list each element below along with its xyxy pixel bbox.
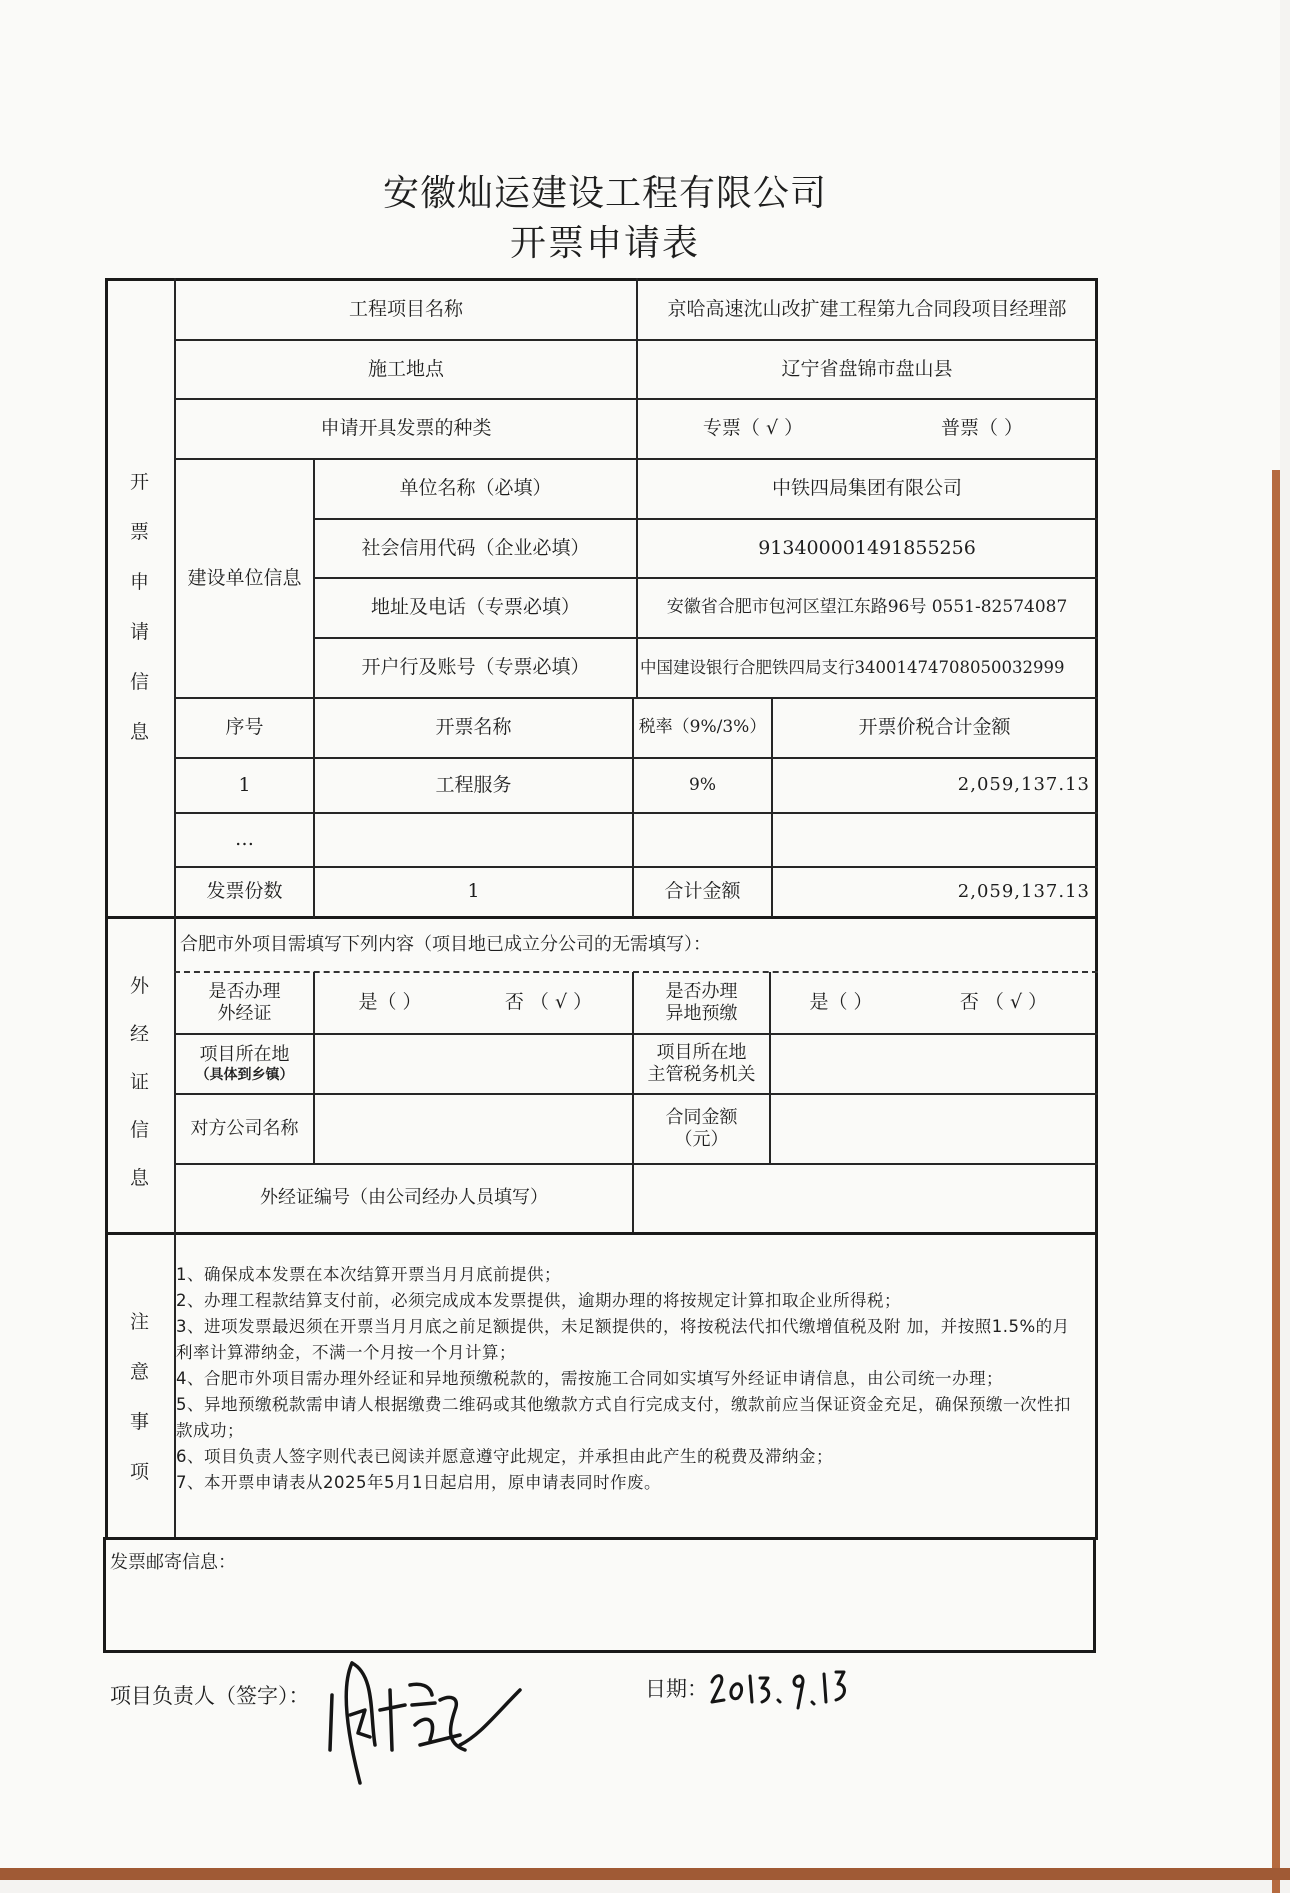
col-header-name: 开票名称	[435, 716, 512, 739]
side-char: 票	[129, 520, 149, 543]
side-char: 信	[129, 1118, 149, 1141]
signature-image	[320, 1655, 530, 1785]
section-divider	[105, 1232, 1098, 1235]
project-name-label: 工程项目名称	[348, 297, 463, 320]
side-char: 事	[129, 1410, 149, 1433]
prepay-no-option[interactable]: 否 （ √ ）	[959, 991, 1048, 1014]
col-header-rate: 税率（9%/3%）	[638, 717, 767, 738]
permit-number-input[interactable]	[634, 1165, 1096, 1232]
note-item: 2、办理工程款结算支付前，必须完成成本发票提供，逾期办理的将按规定计算扣取企业所得税；	[176, 1291, 901, 1310]
permit-yes-option[interactable]: 是（ ）	[358, 991, 422, 1014]
counterparty-label: 对方公司名称	[190, 1117, 299, 1139]
note-item: 1、确保成本发票在本次结算开票当月月底前提供；	[176, 1265, 561, 1284]
item-amount-empty[interactable]	[773, 814, 1096, 866]
item-name[interactable]: 工程服务	[435, 773, 512, 796]
note-item: 4、合肥市外项目需办理外经证和异地预缴税款的，需按施工合同如实填写外经证申请信息，由公司统一办理；	[176, 1369, 1003, 1388]
special-invoice-option[interactable]: 专票（ √ ）	[702, 417, 804, 440]
project-name-value[interactable]: 京哈高速沈山改扩建工程第九合同段项目经理部	[667, 297, 1067, 320]
mailing-box[interactable]	[103, 1537, 1096, 1653]
side-char: 外	[129, 974, 149, 997]
desk-edge	[1272, 470, 1280, 1893]
date-label: 日期：	[645, 1677, 708, 1701]
side-char: 证	[129, 1070, 149, 1093]
form-title: 开票申请表	[509, 223, 700, 264]
invoice-count-label: 发票份数	[206, 880, 283, 903]
section-label-invoice	[105, 455, 174, 755]
builder-info-label: 建设单位信息	[187, 566, 302, 589]
section-label-external	[105, 960, 174, 1200]
address-phone-value[interactable]: 安徽省合肥市包河区望江东路96号 0551-82574087	[666, 597, 1068, 618]
contract-amount-input[interactable]	[771, 1095, 1096, 1163]
tax-office-label: 项目所在地 主管税务机关	[647, 1041, 756, 1085]
builder-name-value[interactable]: 中铁四局集团有限公司	[771, 477, 962, 500]
side-char: 息	[129, 1166, 149, 1189]
builder-field-label: 单位名称（必填）	[399, 477, 552, 500]
project-location-sub: （具体到乡镇）	[195, 1066, 294, 1083]
note-item: 6、项目负责人签字则代表已阅读并愿意遵守此规定，并承担由此产生的税费及滞纳金；	[176, 1447, 833, 1466]
notes-list	[176, 1262, 1086, 1496]
prepay-yes-option[interactable]: 是（ ）	[809, 991, 873, 1014]
note-item: 3、进项发票最迟须在开票当月月底之前足额提供，未足额提供的，将按税法代扣代缴增值税及附 加，并按照1.5%的月利率计算滞纳金，不满一个月按一个月计算；	[176, 1317, 1070, 1362]
project-location-input[interactable]	[315, 1035, 632, 1093]
side-char: 申	[129, 570, 149, 593]
prepay-label: 是否办理 异地预缴	[665, 980, 738, 1024]
side-char: 信	[129, 670, 149, 693]
total-value[interactable]: 2,059,137.13	[957, 880, 1090, 902]
signer-label: 项目负责人（签字）：	[110, 1684, 310, 1708]
permit-label: 是否办理 外经证	[208, 980, 281, 1024]
side-char: 息	[129, 720, 149, 743]
permit-no-option[interactable]: 否 （ √ ）	[504, 991, 593, 1014]
item-seq: 1	[238, 773, 251, 796]
project-location-label: 项目所在地	[199, 1044, 290, 1065]
credit-code-value[interactable]: 913400001491855256	[758, 536, 976, 559]
note-item: 5、异地预缴税款需申请人根据缴费二维码或其他缴款方式自行完成支付，缴款前应当保证资金充足，确保预缴一次性扣款成功；	[176, 1395, 1071, 1440]
normal-invoice-option[interactable]: 普票（ ）	[940, 417, 1024, 440]
section-label-notes	[105, 1295, 174, 1495]
bank-account-value[interactable]: 中国建设银行合肥铁四局支行34001474708050032999	[640, 657, 1065, 677]
handwritten-date	[708, 1662, 858, 1712]
builder-field-label: 社会信用代码（企业必填）	[361, 536, 590, 559]
external-instruction: 合肥市外项目需填写下列内容（项目地已成立分公司的无需填写）：	[180, 933, 711, 955]
desk-edge-bottom	[0, 1868, 1290, 1880]
company-name: 安徽灿运建设工程有限公司	[382, 173, 827, 214]
builder-field-label: 开户行及账号（专票必填）	[361, 656, 590, 679]
invoice-count-value[interactable]: 1	[467, 880, 480, 903]
side-char: 请	[129, 620, 149, 643]
project-location-cell	[176, 1035, 313, 1093]
col-header-amount: 开票价税合计金额	[858, 716, 1011, 739]
col-header-seq: 序号	[225, 716, 264, 739]
item-amount[interactable]: 2,059,137.13	[957, 774, 1090, 796]
contract-amount-label: 合同金额 （元）	[665, 1106, 738, 1150]
site-value[interactable]: 辽宁省盘锦市盘山县	[781, 357, 953, 380]
note-item: 7、本开票申请表从2025年5月1日起启用，原申请表同时作废。	[176, 1473, 661, 1492]
side-char: 意	[129, 1360, 149, 1383]
counterparty-input[interactable]	[315, 1095, 632, 1163]
total-label: 合计金额	[664, 880, 741, 903]
side-char: 项	[129, 1460, 149, 1483]
site-label: 施工地点	[367, 357, 444, 380]
item-seq-ellipsis: …	[235, 828, 254, 851]
item-name-empty[interactable]	[315, 814, 632, 866]
tax-office-input[interactable]	[771, 1035, 1096, 1093]
side-char: 注	[129, 1310, 149, 1333]
mailing-label: 发票邮寄信息：	[110, 1552, 236, 1573]
side-char: 开	[129, 470, 149, 493]
section-divider	[105, 916, 1098, 919]
invoice-type-label: 申请开具发票的种类	[320, 417, 492, 440]
item-rate[interactable]: 9%	[689, 774, 716, 795]
item-rate-empty[interactable]	[634, 814, 771, 866]
builder-field-label: 地址及电话（专票必填）	[370, 596, 580, 619]
side-char: 经	[129, 1022, 149, 1045]
permit-number-label: 外经证编号（由公司经办人员填写）	[260, 1187, 548, 1209]
